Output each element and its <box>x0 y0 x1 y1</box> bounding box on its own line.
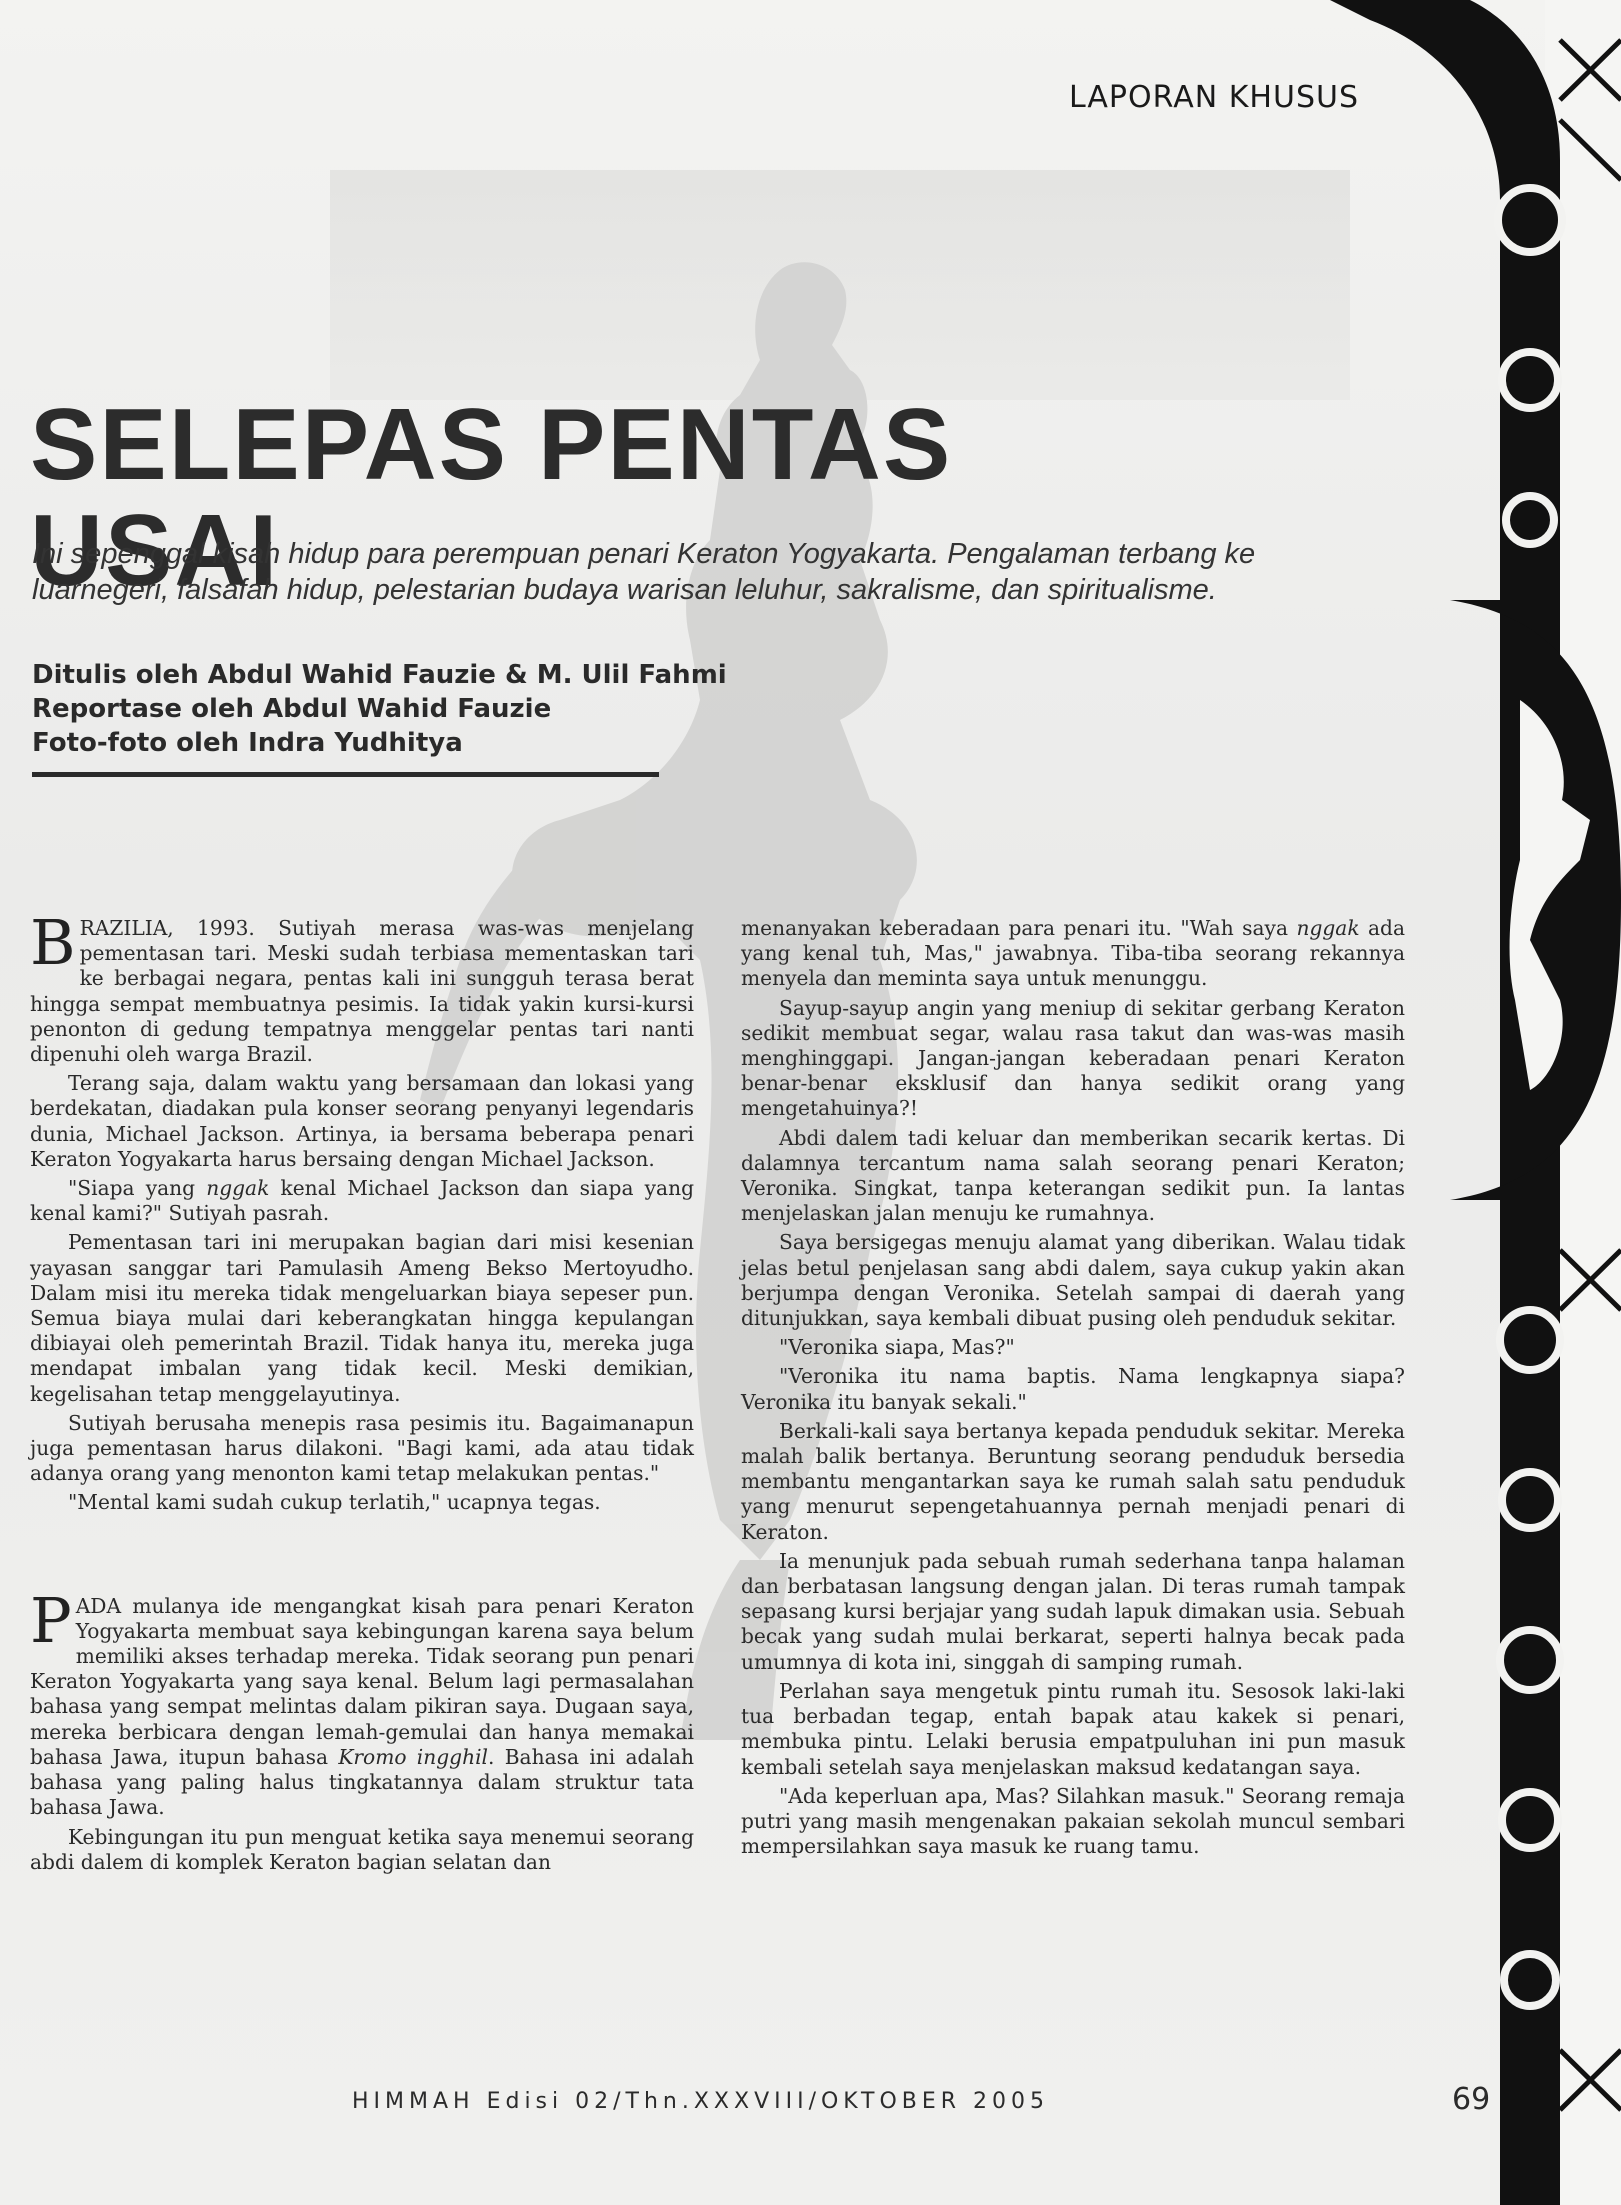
paragraph: "Veronika itu nama baptis. Nama lengkapnya siapa? Veronika itu banyak sekali." <box>741 1364 1405 1414</box>
paragraph: PADA mulanya ide mengangkat kisah para penari Keraton Yogyakarta membuat saya kebingungan karena saya belum memiliki akses terhadap mereka. Tidak seorang pun penari Keraton Yogyakarta yang saya kenal. Belum lagi permasalahan bahasa yang sempat melintas dalam pikiran saya. Dugaan saya, mereka berbicara dengan lemah-gemulai dan hanya memakai bahasa Jawa, itupun bahasa Kromo ingghil. Bahasa ini adalah bahasa yang paling halus tingkatannya dalam struktur tata bahasa Jawa. <box>30 1583 695 1820</box>
paragraph: Terang saja, dalam waktu yang bersamaan dan lokasi yang berdekatan, diadakan pula konser seorang penyanyi legendaris dunia, Michael Jackson. Artinya, ia bersama beberapa penari Keraton Yogyakarta harus bersaing dengan Michael Jackson. <box>30 1071 694 1171</box>
credit-reporter: Reportase oleh Abdul Wahid Fauzie <box>32 694 552 724</box>
body-column-right <box>741 916 1405 1863</box>
paragraph: Pementasan tari ini merupakan bagian dari misi kesenian yayasan sanggar tari Pamulasih Ameng Bekso Mertoyudho. Dalam misi itu mereka tidak mengeluarkan biaya sepeser pun. Semua biaya mulai dari keberangkatan hingga kepulangan dibiayai oleh pemerintah Brazil. Tidak hanya itu, mereka juga mendapat imbalan yang tidak kecil. Meski demikian, kegelisahan tetap menggelayutinya. <box>30 1230 694 1406</box>
paragraph: Ia menunjuk pada sebuah rumah sederhana tanpa halaman dan berbatasan langsung dengan jalan. Di teras rumah tampak sepasang kursi berjajar yang sudah lapuk dimakan usia. Sebuah becak yang sudah mulai berkarat, seperti halnya becak pada umumnya di kota ini, singgah di samping rumah. <box>741 1548 1405 1674</box>
body-column-left <box>30 906 695 1879</box>
drop-cap: B <box>30 906 76 979</box>
paragraph: "Mental kami sudah cukup terlatih," ucapnya tegas. <box>68 1490 601 1515</box>
article-headline: SELEPAS PENTAS USAI <box>30 389 953 608</box>
drop-cap: P <box>30 1583 72 1657</box>
paragraph: Sutiyah berusaha menepis rasa pesimis itu. Bagaimanapun juga pementasan harus dilakoni. "Bagi kami, ada atau tidak adanya orang yang menonton kami tetap melakukan pentas." <box>30 1410 694 1486</box>
paragraph: Kebingungan itu pun menguat ketika saya menemui seorang abdi dalem di komplek Keraton bagian selatan dan <box>30 1824 694 1874</box>
article-credits <box>32 658 812 760</box>
paragraph: Saya bersigegas menuju alamat yang diberikan. Walau tidak jelas betul penjelasan sang abdi dalem, saya cukup yakin akan berjumpa dengan Veronika. Setelah sampai di daerah yang ditunjukkan, saya kembali dibuat pusing oleh penduduk sekitar. <box>741 1230 1405 1331</box>
article-dek: Ini sepenggal kisah hidup para perempuan penari Keraton Yogyakarta. Pengalaman terbang ke luarnegeri, falsafah hidup, pelestarian budaya warisan leluhur, sakralisme, dan spiritualisme. <box>32 538 1256 606</box>
paragraph: menanyakan keberadaan para penari itu. "Wah saya nggak ada yang kenal tuh, Mas," jawabnya. Tiba-tiba seorang rekannya menyela dan meminta saya untuk menunggu. <box>741 916 1405 991</box>
paragraph: Perlahan saya mengetuk pintu rumah itu. Sesosok laki-laki tua berbadan tegap, entah bapak atau kakek si penari, membuka pintu. Lelaki berusia empatpuluhan ini pun masuk kembali setelah saya menjelaskan maksud kedatangan saya. <box>741 1678 1405 1779</box>
paragraph: Abdi dalem tadi keluar dan memberikan secarik kertas. Di dalamnya tercantum nama salah seorang penari Keraton; Veronika. Singkat, tanpa keterangan sedikit pun. Ia lantas menjelaskan jalan menuju ke rumahnya. <box>741 1125 1405 1226</box>
section-label: LAPORAN KHUSUS <box>1069 80 1359 115</box>
paragraph: "Siapa yang nggak kenal Michael Jackson dan siapa yang kenal kami?" Sutiyah pasrah. <box>30 1176 694 1226</box>
paragraph: BRAZILIA, 1993. Sutiyah merasa was-was menjelang pementasan tari. Meski sudah terbiasa mementaskan tari ke berbagai negara, pentas kali ini sungguh terasa berat hingga sempat membuatnya pesimis. Ia tidak yakin kursi-kursi penonton di gedung tempatnya menggelar pentas tari nanti dipenuhi oleh warga Brazil. <box>30 906 694 1067</box>
credits-divider <box>32 772 659 777</box>
paragraph: Berkali-kali saya bertanya kepada penduduk sekitar. Mereka malah balik bertanya. Beruntung seorang penduduk bersedia membantu mengantarkan saya ke rumah salah satu penduduk yang menurut sepengetahuannya pernah menjadi penari di Keraton. <box>741 1418 1405 1544</box>
paragraph: Sayup-sayup angin yang meniup di sekitar gerbang Keraton sedikit membuat segar, walau rasa takut dan was-was masih menghinggapi. Jangan-jangan keberadaan penari Keraton benar-benar eksklusif dan hanya sedikit orang yang mengetahuinya?! <box>741 995 1405 1121</box>
credit-photographer: Foto-foto oleh Indra Yudhitya <box>32 728 463 758</box>
paragraph: "Ada keperluan apa, Mas? Silahkan masuk." Seorang remaja putri yang masih mengenakan pakaian sekolah muncul sembari mempersilahkan saya masuk ke ruang tamu. <box>741 1783 1405 1859</box>
page-number: 69 <box>1452 2082 1491 2117</box>
page-footer: HIMMAH Edisi 02/Thn.XXXVIII/OKTOBER 2005 <box>352 2089 1050 2114</box>
paragraph: "Veronika siapa, Mas?" <box>779 1335 1015 1360</box>
credit-writer: Ditulis oleh Abdul Wahid Fauzie & M. Ulil Fahmi <box>32 660 727 690</box>
